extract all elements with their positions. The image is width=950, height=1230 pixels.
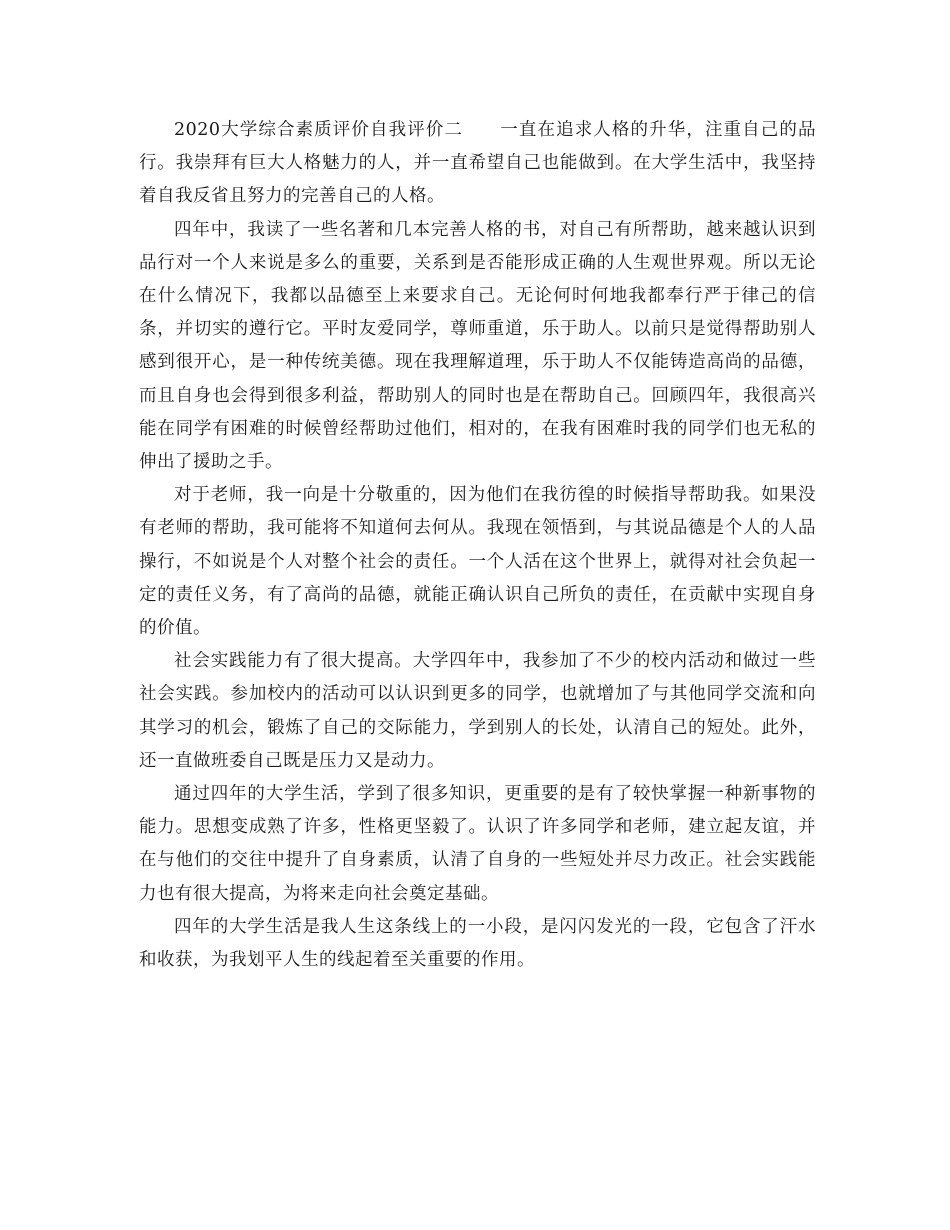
first-paragraph <box>139 114 816 214</box>
document-body <box>139 114 816 977</box>
title-gap <box>463 120 500 140</box>
paragraph-4: 社会实践能力有了很大提高。大学四年中，我参加了不少的校内活动和做过一些社会实践。参加校内的活动可以认识到更多的同学，也就增加了与其他同学交流和向其学习的机会，锻炼了自己的交际能力，学到别人的长处，认清自己的短处。此外，还一直做班委自己既是压力又是动力。 <box>139 651 816 771</box>
paragraph-5: 通过四年的大学生活，学到了很多知识，更重要的是有了较快掌握一种新事物的能力。思想变成熟了许多，性格更坚毅了。认识了许多同学和老师，建立起友谊，并在与他们的交往中提升了自身素质，认清了自身的一些短处并尽力改正。社会实践能力也有很大提高，为将来走向社会奠定基础。 <box>139 784 816 904</box>
document-title: 2020大学综合素质评价自我评价二 <box>174 120 464 140</box>
paragraph-3: 对于老师，我一向是十分敬重的，因为他们在我彷徨的时候指导帮助我。如果没有老师的帮助，我可能将不知道何去何从。我现在领悟到，与其说品德是个人的人品操行，不如说是个人对整个社会的责任。一个人活在这个世界上，就得对社会负起一定的责任义务，有了高尚的品德，就能正确认识自己所负的责任，在贡献中实现自身的价值。 <box>139 485 816 639</box>
paragraph-2: 四年中，我读了一些名著和几本完善人格的书，对自己有所帮助，越来越认识到品行对一个人来说是多么的重要，关系到是否能形成正确的人生观世界观。所以无论在什么情况下，我都以品德至上来要求自己。无论何时何地我都奉行严于律己的信条，并切实的遵行它。平时友爱同学，尊师重道，乐于助人。以前只是觉得帮助别人感到很开心，是一种传统美德。现在我理解道理，乐于助人不仅能铸造高尚的品德，而且自身也会得到很多利益，帮助别人的同时也是在帮助自己。回顾四年，我很高兴能在同学有困难的时候曾经帮助过他们，相对的，在我有困难时我的同学们也无私的伸出了援助之手。 <box>139 219 816 473</box>
paragraph-1-text: 一直在追求人格的升华，注重自己的品行。我崇拜有巨大人格魅力的人，并一直希望自己也能做到。在大学生活中，我坚持着自我反省且努力的完善自己的人格。 <box>139 120 816 207</box>
paragraph-6: 四年的大学生活是我人生这条线上的一小段，是闪闪发光的一段，它包含了汗水和收获，为我划平人生的线起着至关重要的作用。 <box>139 916 816 971</box>
